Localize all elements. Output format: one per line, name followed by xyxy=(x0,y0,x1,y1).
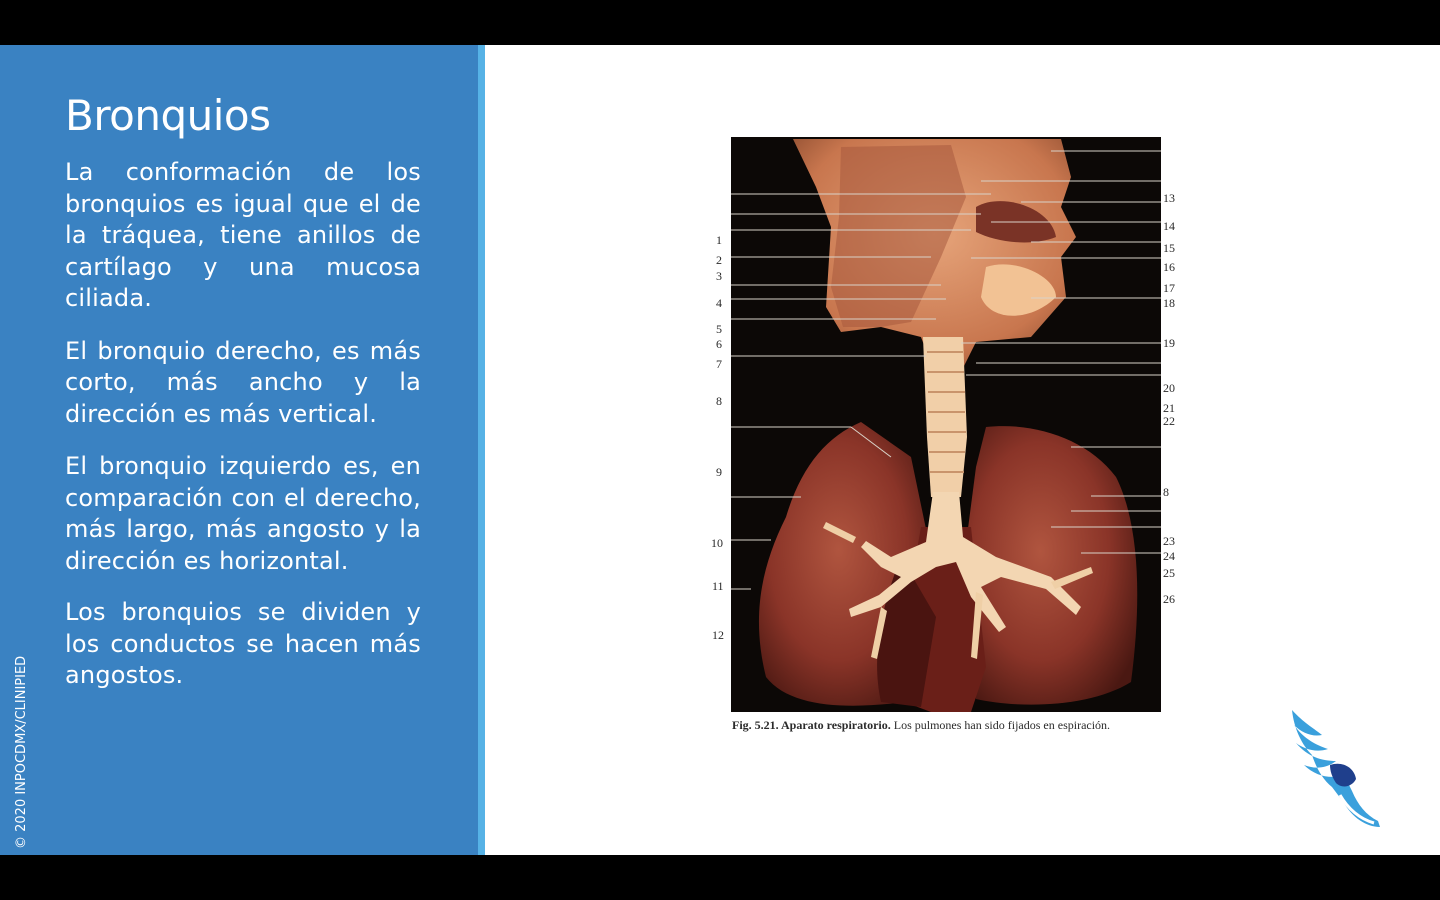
label-right-15: 15 xyxy=(1163,241,1175,255)
label-left-10: 10 xyxy=(711,536,723,550)
paragraph-conformation: La conformación de los bronquios es igual que el de la tráquea, tiene anillos de cartílago y una mucosa ciliada. xyxy=(65,158,421,312)
label-left-3: 3 xyxy=(716,269,722,283)
paragraph-right-bronchus: El bronquio derecho, es más corto, más ancho y la dirección es más vertical. xyxy=(65,336,421,428)
figure-caption xyxy=(732,718,1152,733)
label-left-7: 7 xyxy=(716,357,722,371)
label-left-12: 12 xyxy=(712,628,724,642)
label-right-20: 20 xyxy=(1163,381,1175,395)
label-right-21: 21 xyxy=(1163,401,1175,415)
label-left-9: 9 xyxy=(716,465,722,479)
slide xyxy=(0,45,1440,855)
label-right-13: 13 xyxy=(1163,191,1175,205)
label-left-6: 6 xyxy=(716,337,722,351)
label-right-23: 23 xyxy=(1163,534,1175,548)
accent-stripe xyxy=(478,45,485,855)
label-left-11: 11 xyxy=(712,579,724,593)
slide-title: Bronquios xyxy=(65,91,271,140)
copyright-text: © 2020 INPOCDMX/CLINIPIED xyxy=(14,655,29,849)
label-right-16: 16 xyxy=(1163,260,1175,274)
label-right-17: 17 xyxy=(1163,281,1175,295)
caption-bold: Fig. 5.21. Aparato respiratorio. xyxy=(732,718,891,732)
label-right-24: 24 xyxy=(1163,549,1175,563)
slide-body xyxy=(65,157,421,712)
label-left-5: 5 xyxy=(716,322,722,336)
respiratory-tract-photo xyxy=(731,137,1161,712)
label-left-4: 4 xyxy=(716,296,722,310)
label-right-18: 18 xyxy=(1163,296,1175,310)
respiratory-tract-illustration xyxy=(731,137,1161,712)
label-left-1: 1 xyxy=(716,233,722,247)
label-right-8: 8 xyxy=(1163,485,1169,499)
label-right-25: 25 xyxy=(1163,566,1175,580)
label-right-26: 26 xyxy=(1163,592,1175,606)
label-right-19: 19 xyxy=(1163,336,1175,350)
winged-foot-logo xyxy=(1282,705,1384,830)
caption-text: Los pulmones han sido fijados en espiración. xyxy=(890,718,1111,732)
text-panel xyxy=(0,45,478,855)
label-right-14: 14 xyxy=(1163,219,1175,233)
anatomy-figure xyxy=(700,130,1200,760)
label-left-8: 8 xyxy=(716,394,722,408)
label-right-22: 22 xyxy=(1163,414,1175,428)
paragraph-left-bronchus: El bronquio izquierdo es, en comparación con el derecho, más largo, más angosto y la dirección es horizontal. xyxy=(65,452,421,575)
paragraph-division: Los bronquios se dividen y los conductos se hacen más angostos. xyxy=(65,598,421,689)
label-left-2: 2 xyxy=(716,253,722,267)
